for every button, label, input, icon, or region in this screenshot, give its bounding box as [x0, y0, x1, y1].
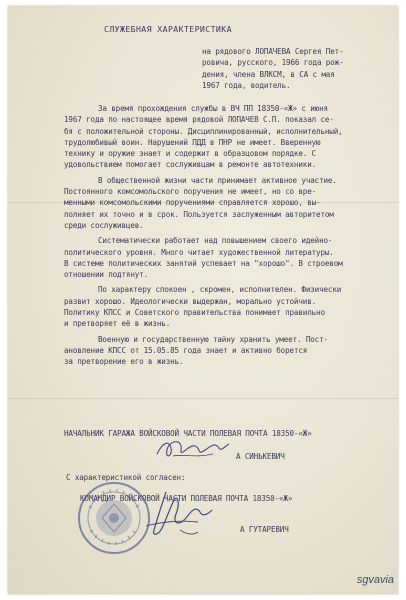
paragraph-character [64, 284, 389, 329]
addressee-line: ровича, русского, 1966 года рож- [202, 58, 344, 68]
body-line: и претворяет её в жизнь. [64, 319, 171, 329]
body-line: развит хорошо. Идеологически выдержан, морально устойчив. [64, 296, 317, 306]
body-line: трудолюбивый воин. Нарушений ПДД в ПНР не имеет. Вверенную [64, 137, 321, 147]
paragraph-secrecy [64, 334, 389, 368]
signature-1 [153, 434, 231, 464]
watermark: sgvavia [356, 574, 394, 586]
body-line: ановление КПСС от 15.05.85 года знает и активно борется [64, 345, 308, 355]
signatory2-position: КОМАНДИР ВОЙСКОВОЙ ЧАСТИ ПОЛЕВАЯ ПОЧТА 18350-«Ж» [80, 494, 293, 503]
body-line: В системе политических занятий успевает на "хорошо". В строевом [64, 258, 343, 268]
document-body [64, 103, 389, 368]
body-line: По характеру спокоен , скромен, исполнителен. Физически [98, 285, 342, 295]
signatory1-name: А СИНЬКЕВИЧ [236, 452, 285, 461]
body-line: отношении подтянут. [64, 270, 149, 280]
addressee-line: 1967 года, водитель. [202, 80, 291, 90]
body-line: Военную и государственную тайну хранить умеет. Пост- [98, 334, 328, 344]
body-line: Политику КПСС и Советского правительства понимает правильно [64, 308, 325, 318]
signatory2-name: А ГУТАРЕВИЧ [240, 525, 289, 534]
document-title: СЛУЖЕБНАЯ ХАРАКТЕРИСТИКА [104, 24, 232, 34]
body-line: технику и оружие знает и содержит в образцовом порядке. С [64, 149, 317, 159]
signature-2 [136, 486, 216, 546]
addressee-line: на рядового ЛОПАЧЕВА Сергея Пет- [202, 47, 344, 56]
body-line: менными комсомольскими поручениями справляется хорошо, вы- [64, 198, 321, 208]
paragraph-social [64, 175, 389, 231]
body-line: Постоянного комсомольского поручения не имеет, но со вре- [64, 187, 317, 197]
body-line: Систематически работает над повышением своего идейно- [98, 236, 333, 246]
body-line: полняет их точно и в срок. Пользуется заслуженным авторитетом [64, 209, 334, 219]
paragraph-service [64, 103, 389, 171]
body-line: среди сослуживцев. [64, 220, 144, 230]
addressee-line: дения, члена ВЛКСМ, в СА с мая [202, 69, 335, 79]
body-line: В общественной жизни части принимает активное участие. [98, 175, 337, 185]
body-line: за претворение его в жизнь. [64, 357, 184, 367]
addressee-block [202, 46, 397, 91]
paragraph-political [64, 235, 389, 280]
agreement-label: С характеристикой согласен: [66, 473, 186, 482]
body-line: бя с положительной стороны. Дисциплинированный, исполнительный, [64, 126, 343, 136]
fold-line [8, 398, 398, 399]
body-line: За время прохождения службы в ВЧ ПП 18350-«Ж» с июня [98, 104, 328, 113]
document-page [8, 6, 398, 594]
signatory1-position: НАЧАЛЬНИК ГАРАЖА ВОЙСКОВОЙ ЧАСТИ ПОЛЕВАЯ ПОЧТА 18350-«Ж» [64, 429, 312, 438]
body-line: 1967 года по настоящее время рядовой ЛОПАЧЕВ С.П. показал се- [64, 115, 334, 125]
body-line: политического уровня. Много читает художественной литературы. [64, 247, 334, 257]
body-line: удовольствием помогает сослуживцам в ремонте автотехники. [64, 160, 317, 170]
